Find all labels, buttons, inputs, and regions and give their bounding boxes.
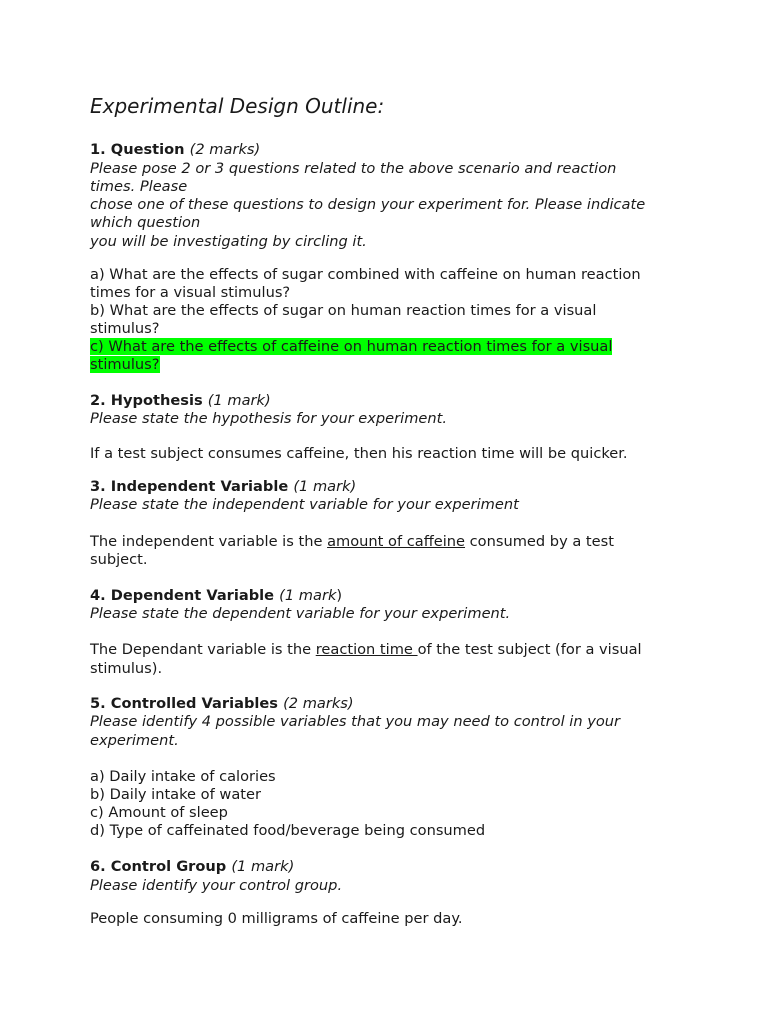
section-name: Dependent Variable xyxy=(110,587,275,604)
answer-text: consumed by a test xyxy=(465,533,614,550)
section-marks-close: ) xyxy=(336,587,343,604)
instruction-line: Please state the hypothesis for your experiment. xyxy=(90,410,447,427)
section-1-heading xyxy=(90,141,260,159)
answer-line: subject. xyxy=(90,551,148,568)
list-item: b) Daily intake of water xyxy=(90,786,261,803)
section-marks: (1 mark) xyxy=(231,858,295,875)
section-2-heading xyxy=(90,392,271,410)
section-6-heading xyxy=(90,858,294,876)
instruction-line: Please identify 4 possible variables that you may need to control in your xyxy=(90,713,621,730)
instruction-line: Please identify your control group. xyxy=(90,877,343,894)
instruction-line: Please state the dependent variable for your experiment. xyxy=(90,605,511,622)
section-number: 3. xyxy=(90,478,106,495)
section-name: Question xyxy=(110,141,185,158)
answer-line xyxy=(90,533,614,551)
highlighted-text: c) What are the effects of caffeine on human reaction times for a visual xyxy=(90,338,613,355)
selected-question-cont xyxy=(90,356,160,374)
answer-line: People consuming 0 milligrams of caffeine per day. xyxy=(90,910,463,927)
answer-text: of the test subject (for a visual xyxy=(417,641,642,658)
answer-line: a) What are the effects of sugar combined with caffeine on human reaction xyxy=(90,266,641,283)
instruction-line: which question xyxy=(90,214,201,231)
page-title: Experimental Design Outline: xyxy=(90,94,385,118)
section-marks: (1 mark) xyxy=(207,392,271,409)
underlined-term: amount of caffeine xyxy=(327,533,466,550)
answer-text: The Dependant variable is the xyxy=(90,641,316,658)
instruction-line: chose one of these questions to design your experiment for. Please indicate xyxy=(90,196,646,213)
answer-line xyxy=(90,641,642,659)
underlined-term: reaction time xyxy=(315,641,418,658)
section-5-heading xyxy=(90,695,354,713)
section-name: Independent Variable xyxy=(110,478,289,495)
instruction-line: you will be investigating by circling it. xyxy=(90,233,367,250)
highlighted-text: stimulus? xyxy=(90,356,160,373)
instruction-line: experiment. xyxy=(90,732,179,749)
instruction-line: Please state the independent variable for your experiment xyxy=(90,496,519,513)
answer-line: times for a visual stimulus? xyxy=(90,284,291,301)
section-marks: (2 marks) xyxy=(283,695,354,712)
section-number: 5. xyxy=(90,695,106,712)
answer-line: b) What are the effects of sugar on human reaction times for a visual xyxy=(90,302,597,319)
answer-line: If a test subject consumes caffeine, then his reaction time will be quicker. xyxy=(90,445,628,462)
section-name: Control Group xyxy=(110,858,227,875)
list-item: c) Amount of sleep xyxy=(90,804,228,821)
section-number: 4. xyxy=(90,587,106,604)
list-item: a) Daily intake of calories xyxy=(90,768,276,785)
list-item: d) Type of caffeinated food/beverage being consumed xyxy=(90,822,486,839)
instruction-line: Please pose 2 or 3 questions related to the above scenario and reaction xyxy=(90,160,617,177)
answer-line: stimulus). xyxy=(90,660,163,677)
section-marks: (2 marks) xyxy=(189,141,261,158)
answer-line: stimulus? xyxy=(90,320,160,337)
section-4-heading xyxy=(90,587,342,605)
instruction-line: times. Please xyxy=(90,178,188,195)
selected-question xyxy=(90,338,612,356)
section-3-heading xyxy=(90,478,356,496)
section-marks: (1 mark xyxy=(279,587,337,604)
section-marks: (1 mark) xyxy=(293,478,357,495)
section-name: Controlled Variables xyxy=(110,695,278,712)
answer-text: The independent variable is the xyxy=(90,533,328,550)
section-number: 2. xyxy=(90,392,106,409)
section-number: 6. xyxy=(90,858,106,875)
section-number: 1. xyxy=(90,141,106,158)
section-name: Hypothesis xyxy=(110,392,203,409)
